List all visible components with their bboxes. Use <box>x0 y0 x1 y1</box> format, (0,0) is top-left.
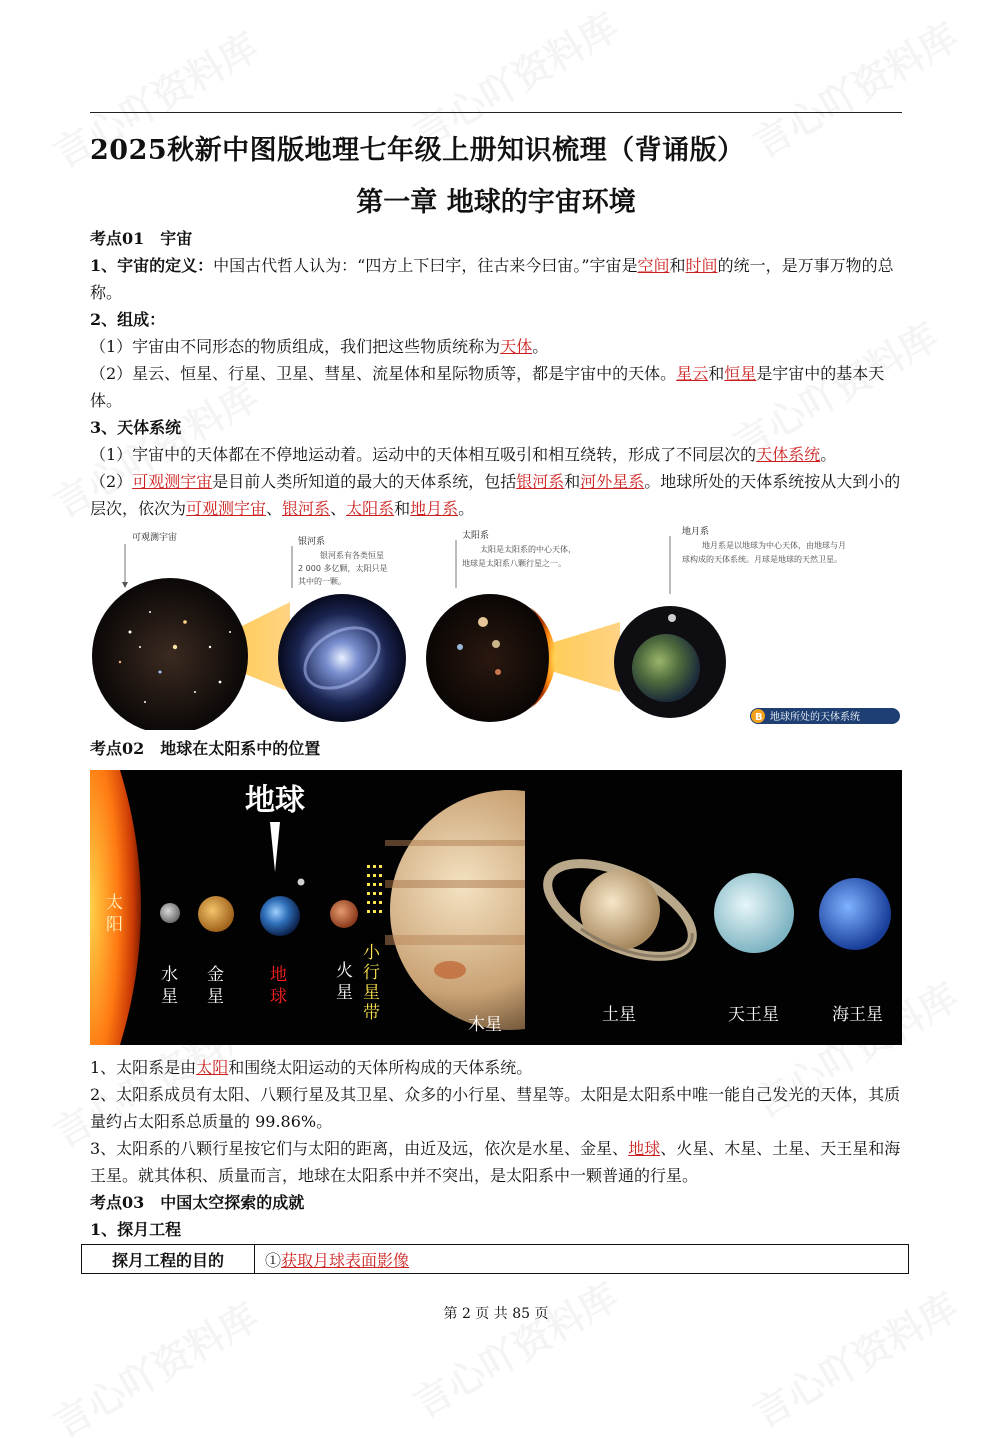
paragraph-label: 1、宇宙的定义： <box>90 256 214 275</box>
text-run: 。地球所处的天体系统按从大到小的层次，依次为 <box>90 472 901 518</box>
milky-way-image <box>278 594 406 722</box>
planet-dot <box>492 640 500 648</box>
key-term: 地月系 <box>410 499 459 518</box>
mars-image <box>330 900 358 928</box>
watermark <box>742 1277 967 1439</box>
key-term: 获取月球表面影像 <box>281 1250 410 1270</box>
lunar-program-table <box>81 1244 909 1274</box>
neptune-image <box>819 878 891 950</box>
text-run: （2） <box>90 472 133 491</box>
mars-label: 星 <box>336 983 353 1003</box>
panel-label-milky-way: 银河系 <box>298 537 326 547</box>
text-run: （1）宇宙由不同形态的物质组成，我们把这些物质统称为 <box>90 337 501 356</box>
key-term: 太阳 <box>196 1058 229 1077</box>
moon-icon <box>668 614 676 622</box>
text-run: 、火星、木星、土星、天王星和海王星。就其体积、质量而言，地球在太阳系中并不突出，是太阳系中一颗普通的行星。 <box>90 1139 901 1185</box>
paragraph-composition-label: 2、组成： <box>90 310 166 329</box>
earth-image <box>260 896 300 936</box>
badge-text: 地球所处的天体系统 <box>770 712 860 723</box>
jupiter-label: 木星 <box>468 1015 502 1035</box>
asteroid-belt-label: 带 <box>363 1003 380 1023</box>
sun-label: 阳 <box>106 915 123 935</box>
moon-image <box>298 879 305 886</box>
earth-callout: 地球 <box>245 783 305 818</box>
section-heading-kp02: 考点02 地球在太阳系中的位置 <box>90 739 321 758</box>
key-term: 时间 <box>685 256 718 275</box>
subheading-lunar-program: 1、探月工程 <box>90 1220 182 1239</box>
planet-dot <box>478 617 488 627</box>
asteroid-belt-label: 小 <box>363 943 380 963</box>
key-term: 星云 <box>676 364 709 383</box>
panel-desc: 太阳是太阳系的中心天体， <box>480 545 576 554</box>
paragraph-solar-system-2: 2、太阳系成员有太阳、八颗行星及其卫星、众多的小行星、彗星等。太阳是太阳系中唯一能自己发光的天体，其质量约占太阳系总质量的 99.86%。 <box>90 1085 901 1131</box>
panel-label-earth-moon-system: 地月系 <box>682 527 710 537</box>
panel-desc: 地月系是以地球为中心天体，由地球与月 <box>702 541 846 550</box>
earth-icon <box>632 634 700 702</box>
text-run: 和 <box>394 499 411 518</box>
key-term: 地球 <box>628 1139 661 1158</box>
text-run: 。 <box>532 337 549 356</box>
mercury-image <box>160 903 180 923</box>
text-run: 。 <box>458 499 475 518</box>
venus-image <box>198 896 234 932</box>
key-term: 太阳系 <box>346 499 395 518</box>
paragraph-solar-system-3 <box>90 1135 902 1189</box>
header-rule <box>90 112 902 113</box>
panel-desc: 银河系有各类恒星 <box>320 551 384 560</box>
panel-desc: 2 000 多亿颗，太阳只是 <box>298 564 388 573</box>
table-row <box>82 1245 909 1274</box>
key-term: 银河系 <box>282 499 331 518</box>
panel-desc: 地球是太阳系八颗行星之一。 <box>462 559 566 568</box>
watermark <box>742 7 967 169</box>
key-term: 天体 <box>500 337 533 356</box>
panel-label-solar-system: 太阳系 <box>462 531 490 541</box>
earth-label: 地 <box>270 965 287 985</box>
paragraph-composition-1 <box>90 333 902 360</box>
solar-system-image <box>426 594 554 722</box>
key-term: 天体系统 <box>756 445 821 464</box>
text-run: 和围绕太阳运动的天体所构成的天体系统。 <box>228 1058 533 1077</box>
key-term: 银河系 <box>516 472 565 491</box>
sun-label: 太 <box>106 893 123 913</box>
planet-dot <box>457 644 463 650</box>
text-run: 和 <box>669 256 686 275</box>
text-run: （2）星云、恒星、行星、卫星、彗星、流星体和星际物质等，都是宇宙中的天体。 <box>90 364 677 383</box>
asteroid-belt-label: 行 <box>363 963 380 983</box>
paragraph-system-2 <box>90 468 902 522</box>
key-term: 可观测宇宙 <box>132 472 213 491</box>
table-cell <box>255 1245 909 1274</box>
key-term: 河外星系 <box>580 472 645 491</box>
mercury-label: 水 <box>161 965 178 985</box>
text-run: 、 <box>266 499 283 518</box>
text-run: ① <box>265 1250 282 1270</box>
section-heading-kp03: 考点03 中国太空探索的成就 <box>90 1193 305 1212</box>
key-term: 可观测宇宙 <box>186 499 267 518</box>
text-run: 、 <box>330 499 347 518</box>
paragraph-system-label: 3、天体系统 <box>90 418 182 437</box>
text-run: 是宇宙中的基本天体。 <box>90 364 885 410</box>
figure-badge <box>750 708 900 724</box>
badge-letter: B <box>755 712 763 723</box>
uranus-label: 天王星 <box>728 1005 779 1025</box>
key-term: 空间 <box>637 256 670 275</box>
mars-label: 火 <box>336 961 353 981</box>
key-term: 恒星 <box>724 364 757 383</box>
page-footer: 第 2 页 共 85 页 <box>443 1306 549 1322</box>
chapter-title: 第一章 地球的宇宙环境 <box>356 187 636 218</box>
uranus-image <box>714 873 794 953</box>
asteroid-belt-label: 星 <box>363 983 380 1003</box>
panel-desc: 球构成的天体系统。月球是地球的天然卫星。 <box>682 555 842 564</box>
watermark <box>402 1267 627 1429</box>
paragraph-composition-2 <box>90 360 902 414</box>
paragraph-universe-definition <box>90 252 902 306</box>
solar-system-planets-figure <box>90 770 902 1045</box>
panel-label-observable-universe: 可观测宇宙 <box>132 533 178 543</box>
text-run: 1、太阳系是由 <box>90 1058 197 1077</box>
text-run: 中国古代哲人认为：“四方上下曰宇，往古来今曰宙。”宇宙是 <box>213 256 638 275</box>
text-run: 是目前人类所知道的最大的天体系统，包括 <box>212 472 517 491</box>
planet-dot <box>495 669 501 675</box>
saturn-label: 土星 <box>602 1005 636 1025</box>
section-heading-kp01: 考点01 宇宙 <box>90 229 193 248</box>
observable-universe-image <box>92 578 248 730</box>
table-header-cell: 探月工程的目的 <box>82 1245 255 1274</box>
text-run: 的统一，是万事万物的总称。 <box>90 256 894 302</box>
text-run: 和 <box>708 364 725 383</box>
document-title: 2025秋新中图版地理七年级上册知识梳理（背诵版） <box>90 135 745 166</box>
text-run: 。 <box>820 445 837 464</box>
text-run: 3、太阳系的八颗行星按它们与太阳的距离，由近及远，依次是水星、金星、 <box>90 1139 629 1158</box>
earth-label: 球 <box>270 987 287 1007</box>
paragraph-solar-system-1 <box>90 1054 902 1081</box>
mercury-label: 星 <box>161 987 178 1007</box>
celestial-system-figure <box>90 522 902 730</box>
venus-label: 金 <box>207 965 224 985</box>
pointer-arrow-head <box>122 582 128 588</box>
text-run: （1）宇宙中的天体都在不停地运动着。运动中的天体相互吸引和相互绕转，形成了不同层次的 <box>90 445 757 464</box>
venus-label: 星 <box>207 987 224 1007</box>
paragraph-system-1 <box>90 441 902 468</box>
text-run: 和 <box>564 472 581 491</box>
neptune-label: 海王星 <box>832 1005 883 1025</box>
panel-desc: 其中的一颗。 <box>298 577 346 586</box>
